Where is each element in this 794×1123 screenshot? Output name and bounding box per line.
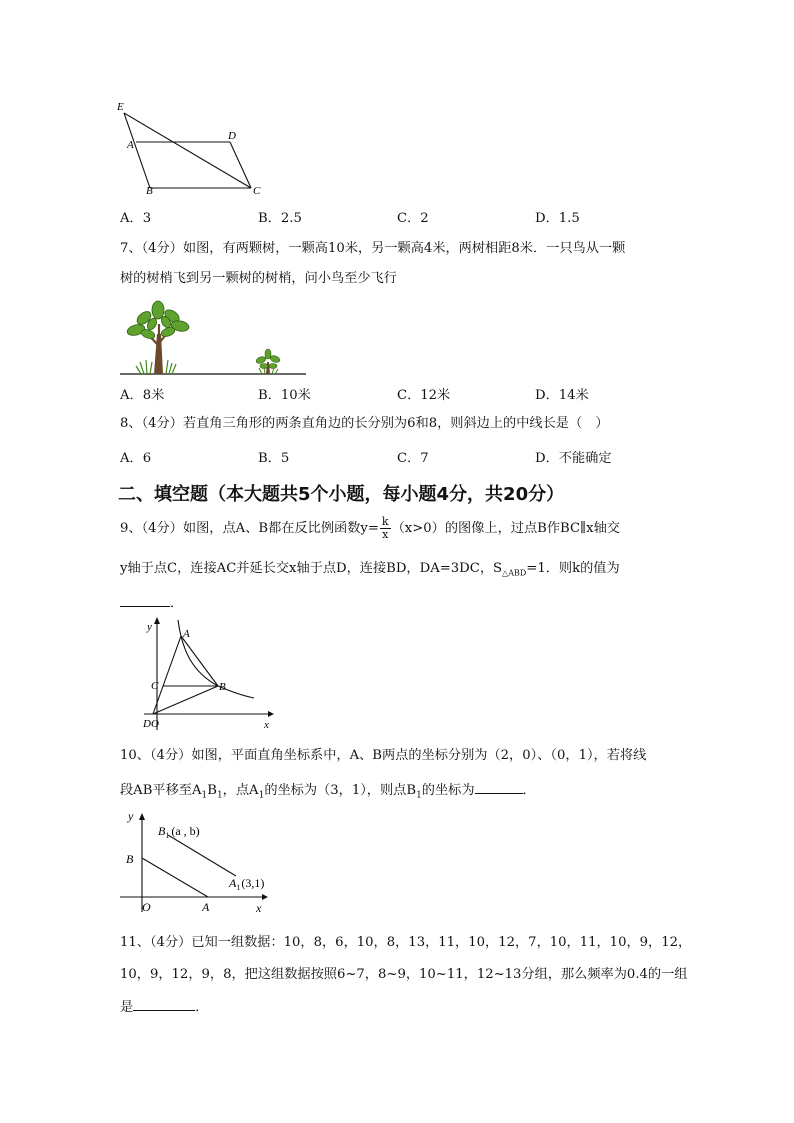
q6-option-a: A．3	[120, 211, 152, 226]
label-A1: $A_1(3,1)$	[229, 876, 265, 892]
figure-q7-trees	[116, 296, 311, 378]
q7-option-d: D．14米	[535, 388, 589, 403]
q11-text-line2: 10，9，12，9，8，把这组数据按照6~7，8~9，10~11，12~13分组，那么频率为0.4的一组	[120, 967, 688, 982]
figure-q10-translation	[116, 806, 276, 916]
q10-text-line2: 段AB平移至$A_1B_1$，点$A_1$的坐标为（3，1），则点$B_1$的坐标为 ．	[120, 783, 536, 801]
axis-label-x: x	[264, 719, 269, 731]
q8-text-line1: 8、（4分）若直角三角形的两条直角边的长分别为6和8，则斜边上的中线长是（ ）	[120, 416, 609, 431]
q8-option-c: C．7	[397, 451, 429, 466]
q7-text-line1: 7、（4分）如图，有两颗树，一颗高10米，另一颗高4米，两树相距8米．一只鸟从一颗	[120, 241, 626, 256]
label-B1: $B_1$ (a , b)	[158, 824, 200, 840]
label-C: C	[151, 680, 159, 692]
q8-option-d: D．不能确定	[535, 451, 612, 466]
q6-option-d: D．1.5	[535, 211, 580, 226]
q9-text-line2: y轴于点C，连接AC并延长交x轴于点D，连接BD，DA=3DC，$S_{\triangle ABD}=1$．则k的值为	[120, 561, 620, 578]
q11-text-line3: 是 ．	[120, 1000, 209, 1015]
q7-option-c: C．12米	[397, 388, 451, 403]
q6-option-b: B．2.5	[258, 211, 302, 226]
axis-label-y: y	[128, 809, 134, 823]
label-B: B	[219, 681, 226, 693]
label-O: O	[142, 900, 151, 914]
section-title-fill-in: 二、填空题（本大题共5个小题，每小题4分，共20分）	[118, 484, 565, 505]
label-B: B	[146, 185, 153, 197]
q11-answer-blank[interactable]	[133, 998, 195, 1011]
q9-answer-blank[interactable]	[120, 594, 170, 607]
label-D: D	[228, 130, 236, 142]
label-A: A	[202, 900, 210, 914]
q7-option-b: B．10米	[258, 388, 311, 403]
axis-label-y: y	[147, 621, 152, 633]
q10-answer-blank[interactable]	[475, 781, 523, 794]
q9-text-line3: ．	[120, 594, 183, 613]
q8-option-b: B．5	[258, 451, 290, 466]
label-A: A	[127, 139, 134, 151]
figure-q9-hyperbola	[140, 614, 280, 732]
label-B: B	[126, 852, 134, 866]
label-DO: DO	[143, 718, 159, 730]
q7-text-line2: 树的树梢飞到另一颗树的树梢，问小鸟至少飞行	[120, 271, 397, 286]
label-A: A	[183, 628, 190, 640]
q11-text-line1: 11、（4分）已知一组数据：10，8，6，10，8，13，11，10，12，7，10，11，10，9，12，	[120, 935, 692, 950]
fraction-k-over-x: $\frac{k}{x}$	[381, 515, 389, 541]
q7-option-a: A．8米	[120, 388, 165, 403]
label-C: C	[253, 185, 261, 197]
label-E: E	[117, 101, 124, 113]
axis-label-x: x	[256, 901, 262, 915]
q10-text-line1: 10、（4分）如图，平面直角坐标系中，A、B两点的坐标分别为（2，0）、（0，1），若将线	[120, 748, 647, 763]
q6-option-c: C．2	[397, 211, 429, 226]
q9-text-line1: 9、（4分）如图，点A、B都在反比例函数y= $\frac{k}{x}$ （x>0）的图像上，过点B作BC∥x轴交	[120, 515, 620, 541]
q8-option-a: A．6	[120, 451, 152, 466]
figure-q6-parallelogram	[110, 98, 280, 198]
